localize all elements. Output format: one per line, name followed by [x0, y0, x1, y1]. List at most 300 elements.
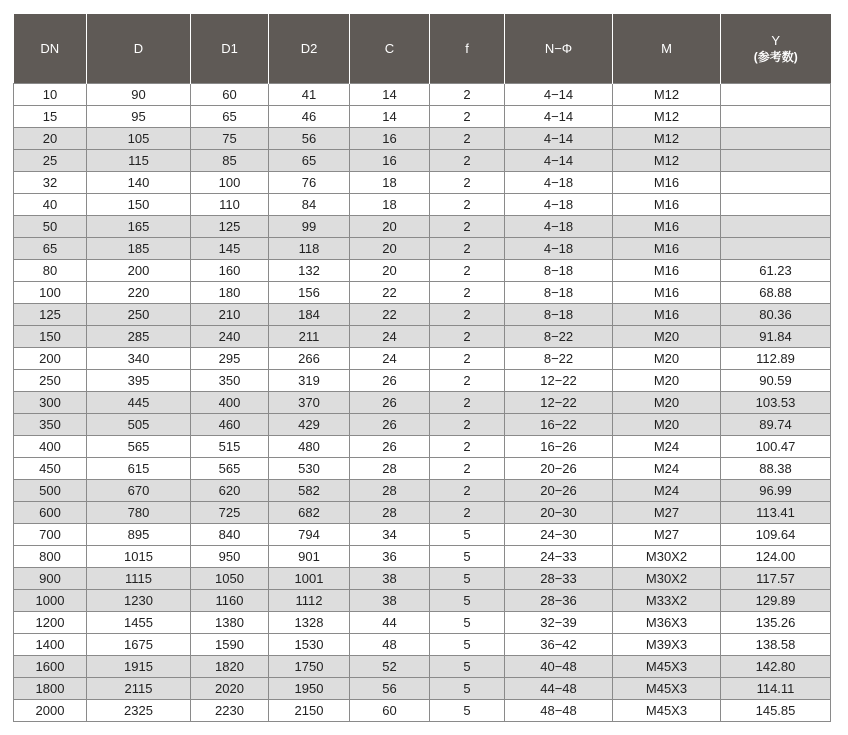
cell-f: 2: [430, 304, 505, 326]
table-row: [14, 502, 831, 524]
cell-y: 96.99: [721, 480, 831, 502]
header-d: D: [87, 14, 191, 84]
cell-dn: 1800: [14, 678, 87, 700]
cell-c: 52: [350, 656, 430, 678]
cell-d: 1015: [87, 546, 191, 568]
cell-dn: 40: [14, 194, 87, 216]
cell-c: 38: [350, 568, 430, 590]
cell-y: 117.57: [721, 568, 831, 590]
cell-m: M33X2: [613, 590, 721, 612]
flange-dimension-table-container: [13, 14, 830, 722]
cell-c: 26: [350, 370, 430, 392]
cell-dn: 25: [14, 150, 87, 172]
table-row: [14, 414, 831, 436]
table-row: [14, 304, 831, 326]
cell-d1: 2230: [191, 700, 269, 722]
cell-d: 1675: [87, 634, 191, 656]
cell-c: 26: [350, 414, 430, 436]
cell-y: 80.36: [721, 304, 831, 326]
cell-y: [721, 216, 831, 238]
table-row: [14, 172, 831, 194]
cell-c: 18: [350, 194, 430, 216]
cell-f: 2: [430, 238, 505, 260]
cell-f: 2: [430, 326, 505, 348]
cell-d1: 295: [191, 348, 269, 370]
cell-m: M16: [613, 216, 721, 238]
cell-n-phi: 28−33: [505, 568, 613, 590]
cell-y: 89.74: [721, 414, 831, 436]
cell-d: 140: [87, 172, 191, 194]
cell-c: 14: [350, 106, 430, 128]
cell-m: M16: [613, 238, 721, 260]
cell-d1: 75: [191, 128, 269, 150]
cell-n-phi: 4−18: [505, 216, 613, 238]
cell-d1: 1590: [191, 634, 269, 656]
cell-m: M20: [613, 414, 721, 436]
cell-n-phi: 44−48: [505, 678, 613, 700]
cell-dn: 300: [14, 392, 87, 414]
cell-d: 95: [87, 106, 191, 128]
table-row: [14, 128, 831, 150]
header-n-phi: N−Φ: [505, 14, 613, 84]
cell-n-phi: 28−36: [505, 590, 613, 612]
cell-y: 135.26: [721, 612, 831, 634]
cell-dn: 200: [14, 348, 87, 370]
cell-d2: 132: [269, 260, 350, 282]
cell-m: M12: [613, 150, 721, 172]
cell-n-phi: 16−26: [505, 436, 613, 458]
header-f: f: [430, 14, 505, 84]
cell-d2: 41: [269, 84, 350, 106]
cell-y: 145.85: [721, 700, 831, 722]
cell-m: M36X3: [613, 612, 721, 634]
cell-d: 115: [87, 150, 191, 172]
cell-d2: 370: [269, 392, 350, 414]
cell-c: 26: [350, 436, 430, 458]
cell-m: M45X3: [613, 678, 721, 700]
cell-m: M45X3: [613, 656, 721, 678]
cell-dn: 900: [14, 568, 87, 590]
cell-f: 5: [430, 634, 505, 656]
table-row: [14, 590, 831, 612]
header-y-note: (参考数): [753, 49, 798, 64]
table-row: [14, 392, 831, 414]
cell-m: M12: [613, 128, 721, 150]
header-y: [721, 14, 831, 84]
cell-d2: 429: [269, 414, 350, 436]
cell-d1: 110: [191, 194, 269, 216]
cell-c: 16: [350, 150, 430, 172]
cell-dn: 15: [14, 106, 87, 128]
cell-dn: 400: [14, 436, 87, 458]
table-row: [14, 568, 831, 590]
cell-d2: 682: [269, 502, 350, 524]
cell-y: 91.84: [721, 326, 831, 348]
cell-n-phi: 4−14: [505, 150, 613, 172]
header-dn: DN: [14, 14, 87, 84]
cell-d: 285: [87, 326, 191, 348]
cell-f: 5: [430, 612, 505, 634]
cell-y: 142.80: [721, 656, 831, 678]
cell-d2: 118: [269, 238, 350, 260]
cell-y: [721, 128, 831, 150]
cell-y: 112.89: [721, 348, 831, 370]
cell-n-phi: 12−22: [505, 370, 613, 392]
cell-d1: 725: [191, 502, 269, 524]
cell-n-phi: 12−22: [505, 392, 613, 414]
table-row: [14, 480, 831, 502]
cell-f: 2: [430, 392, 505, 414]
cell-m: M20: [613, 392, 721, 414]
cell-dn: 150: [14, 326, 87, 348]
cell-y: [721, 238, 831, 260]
cell-dn: 80: [14, 260, 87, 282]
cell-d: 185: [87, 238, 191, 260]
cell-f: 2: [430, 216, 505, 238]
table-row: [14, 634, 831, 656]
cell-f: 2: [430, 128, 505, 150]
table-row: [14, 260, 831, 282]
cell-y: 100.47: [721, 436, 831, 458]
cell-d: 1455: [87, 612, 191, 634]
cell-d1: 85: [191, 150, 269, 172]
cell-f: 2: [430, 194, 505, 216]
cell-d: 895: [87, 524, 191, 546]
cell-dn: 50: [14, 216, 87, 238]
cell-c: 20: [350, 216, 430, 238]
cell-f: 2: [430, 260, 505, 282]
cell-c: 26: [350, 392, 430, 414]
cell-m: M30X2: [613, 568, 721, 590]
cell-d2: 1950: [269, 678, 350, 700]
cell-d: 565: [87, 436, 191, 458]
table-row: [14, 84, 831, 106]
cell-dn: 350: [14, 414, 87, 436]
cell-y: 90.59: [721, 370, 831, 392]
cell-n-phi: 20−26: [505, 458, 613, 480]
cell-d: 1230: [87, 590, 191, 612]
table-row: [14, 370, 831, 392]
cell-dn: 125: [14, 304, 87, 326]
cell-y: 113.41: [721, 502, 831, 524]
cell-d: 105: [87, 128, 191, 150]
cell-y: 68.88: [721, 282, 831, 304]
cell-c: 24: [350, 326, 430, 348]
cell-f: 5: [430, 590, 505, 612]
cell-d1: 1160: [191, 590, 269, 612]
cell-d2: 1750: [269, 656, 350, 678]
table-header-row: [14, 14, 831, 84]
cell-d1: 950: [191, 546, 269, 568]
cell-y: [721, 194, 831, 216]
cell-d1: 160: [191, 260, 269, 282]
cell-d1: 515: [191, 436, 269, 458]
cell-m: M24: [613, 436, 721, 458]
cell-c: 20: [350, 238, 430, 260]
cell-f: 5: [430, 656, 505, 678]
cell-m: M12: [613, 106, 721, 128]
cell-d1: 1380: [191, 612, 269, 634]
cell-dn: 100: [14, 282, 87, 304]
cell-m: M16: [613, 260, 721, 282]
table-body: [14, 84, 831, 722]
cell-d2: 46: [269, 106, 350, 128]
cell-c: 22: [350, 304, 430, 326]
cell-d1: 400: [191, 392, 269, 414]
flange-dimension-table: [13, 14, 831, 722]
cell-n-phi: 32−39: [505, 612, 613, 634]
cell-n-phi: 48−48: [505, 700, 613, 722]
cell-m: M16: [613, 282, 721, 304]
cell-d1: 620: [191, 480, 269, 502]
cell-dn: 1600: [14, 656, 87, 678]
cell-n-phi: 4−18: [505, 194, 613, 216]
cell-d2: 530: [269, 458, 350, 480]
cell-d: 90: [87, 84, 191, 106]
cell-d1: 60: [191, 84, 269, 106]
cell-c: 24: [350, 348, 430, 370]
table-row: [14, 194, 831, 216]
cell-f: 2: [430, 348, 505, 370]
table-row: [14, 458, 831, 480]
cell-dn: 65: [14, 238, 87, 260]
cell-f: 2: [430, 150, 505, 172]
cell-d: 780: [87, 502, 191, 524]
cell-n-phi: 20−30: [505, 502, 613, 524]
cell-n-phi: 36−42: [505, 634, 613, 656]
table-row: [14, 282, 831, 304]
table-row: [14, 524, 831, 546]
cell-m: M27: [613, 502, 721, 524]
cell-d2: 794: [269, 524, 350, 546]
cell-d: 150: [87, 194, 191, 216]
cell-dn: 600: [14, 502, 87, 524]
table-row: [14, 700, 831, 722]
cell-d2: 2150: [269, 700, 350, 722]
cell-d: 445: [87, 392, 191, 414]
cell-c: 28: [350, 480, 430, 502]
cell-d2: 65: [269, 150, 350, 172]
cell-n-phi: 24−30: [505, 524, 613, 546]
cell-n-phi: 8−22: [505, 348, 613, 370]
cell-d2: 84: [269, 194, 350, 216]
cell-d2: 211: [269, 326, 350, 348]
table-row: [14, 436, 831, 458]
table-row: [14, 612, 831, 634]
cell-n-phi: 24−33: [505, 546, 613, 568]
cell-dn: 250: [14, 370, 87, 392]
cell-n-phi: 4−18: [505, 172, 613, 194]
cell-d1: 180: [191, 282, 269, 304]
cell-d: 670: [87, 480, 191, 502]
cell-dn: 1000: [14, 590, 87, 612]
cell-d: 165: [87, 216, 191, 238]
cell-f: 2: [430, 84, 505, 106]
cell-dn: 32: [14, 172, 87, 194]
table-row: [14, 656, 831, 678]
cell-m: M20: [613, 370, 721, 392]
cell-f: 2: [430, 458, 505, 480]
cell-dn: 500: [14, 480, 87, 502]
cell-c: 60: [350, 700, 430, 722]
header-y-label: Y: [771, 32, 781, 48]
cell-y: 109.64: [721, 524, 831, 546]
table-row: [14, 216, 831, 238]
cell-d2: 156: [269, 282, 350, 304]
cell-c: 34: [350, 524, 430, 546]
cell-f: 2: [430, 480, 505, 502]
cell-d: 505: [87, 414, 191, 436]
cell-n-phi: 8−18: [505, 304, 613, 326]
cell-f: 2: [430, 502, 505, 524]
cell-d2: 184: [269, 304, 350, 326]
cell-d: 340: [87, 348, 191, 370]
cell-y: [721, 172, 831, 194]
cell-d: 1915: [87, 656, 191, 678]
table-row: [14, 106, 831, 128]
cell-d2: 56: [269, 128, 350, 150]
cell-d1: 145: [191, 238, 269, 260]
header-d2: D2: [269, 14, 350, 84]
cell-d1: 460: [191, 414, 269, 436]
cell-dn: 1200: [14, 612, 87, 634]
cell-m: M27: [613, 524, 721, 546]
table-row: [14, 238, 831, 260]
header-c: C: [350, 14, 430, 84]
cell-d: 220: [87, 282, 191, 304]
cell-f: 5: [430, 678, 505, 700]
cell-d2: 1112: [269, 590, 350, 612]
cell-f: 5: [430, 568, 505, 590]
cell-c: 18: [350, 172, 430, 194]
table-row: [14, 348, 831, 370]
cell-n-phi: 8−18: [505, 260, 613, 282]
cell-dn: 2000: [14, 700, 87, 722]
cell-m: M20: [613, 348, 721, 370]
cell-m: M20: [613, 326, 721, 348]
cell-d: 395: [87, 370, 191, 392]
cell-n-phi: 40−48: [505, 656, 613, 678]
cell-d1: 840: [191, 524, 269, 546]
cell-y: [721, 150, 831, 172]
cell-f: 5: [430, 524, 505, 546]
cell-d2: 480: [269, 436, 350, 458]
cell-d2: 319: [269, 370, 350, 392]
cell-m: M16: [613, 194, 721, 216]
cell-m: M16: [613, 172, 721, 194]
cell-d: 2115: [87, 678, 191, 700]
cell-d1: 1050: [191, 568, 269, 590]
cell-c: 44: [350, 612, 430, 634]
cell-f: 2: [430, 370, 505, 392]
table-row: [14, 678, 831, 700]
cell-m: M39X3: [613, 634, 721, 656]
cell-d2: 582: [269, 480, 350, 502]
cell-n-phi: 8−22: [505, 326, 613, 348]
cell-d: 200: [87, 260, 191, 282]
table-row: [14, 326, 831, 348]
cell-y: 138.58: [721, 634, 831, 656]
cell-m: M16: [613, 304, 721, 326]
cell-d1: 210: [191, 304, 269, 326]
cell-dn: 700: [14, 524, 87, 546]
cell-f: 5: [430, 546, 505, 568]
cell-d1: 100: [191, 172, 269, 194]
cell-c: 36: [350, 546, 430, 568]
cell-y: [721, 84, 831, 106]
cell-m: M12: [613, 84, 721, 106]
cell-n-phi: 16−22: [505, 414, 613, 436]
cell-d2: 76: [269, 172, 350, 194]
cell-n-phi: 4−18: [505, 238, 613, 260]
cell-c: 28: [350, 502, 430, 524]
cell-y: 129.89: [721, 590, 831, 612]
cell-c: 56: [350, 678, 430, 700]
cell-c: 38: [350, 590, 430, 612]
cell-y: [721, 106, 831, 128]
cell-dn: 800: [14, 546, 87, 568]
cell-c: 22: [350, 282, 430, 304]
cell-f: 2: [430, 282, 505, 304]
cell-m: M24: [613, 458, 721, 480]
cell-c: 48: [350, 634, 430, 656]
cell-f: 2: [430, 172, 505, 194]
cell-m: M30X2: [613, 546, 721, 568]
cell-d1: 240: [191, 326, 269, 348]
cell-y: 103.53: [721, 392, 831, 414]
table-row: [14, 546, 831, 568]
cell-f: 2: [430, 436, 505, 458]
cell-d1: 350: [191, 370, 269, 392]
cell-n-phi: 4−14: [505, 84, 613, 106]
cell-n-phi: 20−26: [505, 480, 613, 502]
cell-m: M45X3: [613, 700, 721, 722]
cell-y: 61.23: [721, 260, 831, 282]
cell-d1: 2020: [191, 678, 269, 700]
header-m: M: [613, 14, 721, 84]
cell-y: 88.38: [721, 458, 831, 480]
cell-c: 16: [350, 128, 430, 150]
cell-d: 2325: [87, 700, 191, 722]
cell-n-phi: 4−14: [505, 106, 613, 128]
cell-dn: 450: [14, 458, 87, 480]
table-row: [14, 150, 831, 172]
cell-f: 2: [430, 414, 505, 436]
cell-d: 1115: [87, 568, 191, 590]
cell-c: 28: [350, 458, 430, 480]
cell-d2: 266: [269, 348, 350, 370]
cell-c: 20: [350, 260, 430, 282]
cell-d2: 1001: [269, 568, 350, 590]
cell-y: 114.11: [721, 678, 831, 700]
cell-dn: 10: [14, 84, 87, 106]
cell-dn: 20: [14, 128, 87, 150]
cell-m: M24: [613, 480, 721, 502]
cell-d1: 1820: [191, 656, 269, 678]
cell-d2: 1328: [269, 612, 350, 634]
cell-d2: 901: [269, 546, 350, 568]
cell-d1: 125: [191, 216, 269, 238]
header-d1: D1: [191, 14, 269, 84]
cell-d2: 1530: [269, 634, 350, 656]
cell-d: 615: [87, 458, 191, 480]
cell-y: 124.00: [721, 546, 831, 568]
cell-f: 2: [430, 106, 505, 128]
cell-d2: 99: [269, 216, 350, 238]
cell-f: 5: [430, 700, 505, 722]
cell-n-phi: 4−14: [505, 128, 613, 150]
cell-n-phi: 8−18: [505, 282, 613, 304]
